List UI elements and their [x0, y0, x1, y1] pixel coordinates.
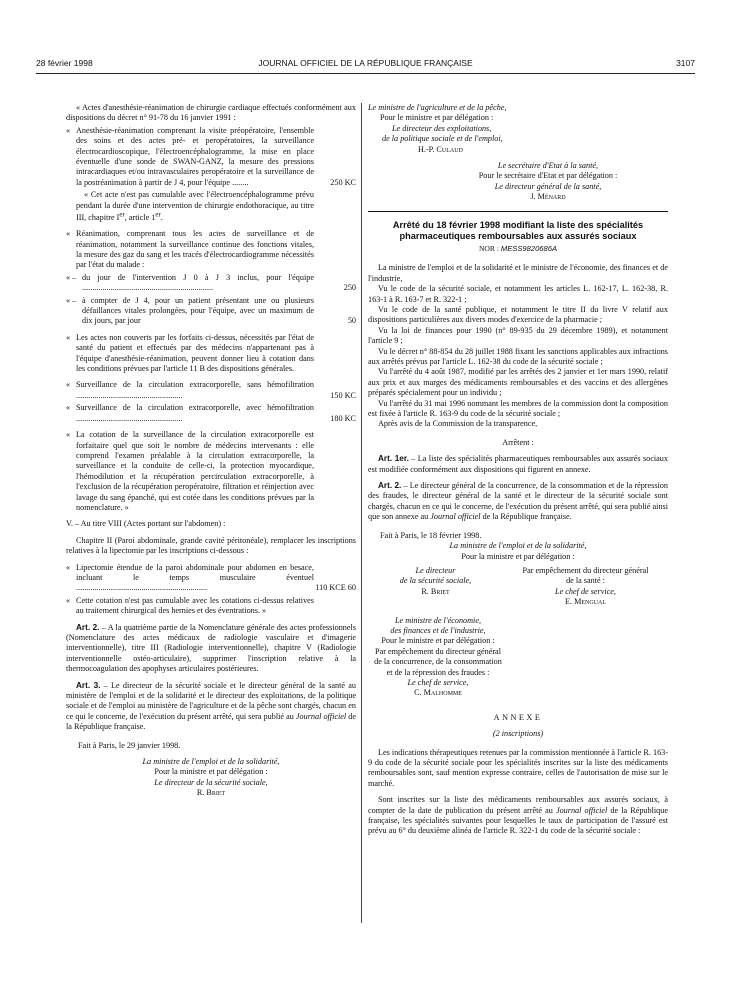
- signature-right: [503, 566, 668, 608]
- preamble: La ministre de l'emploi et de la solidarité et le ministre de l'économie, des finances et de l'industrie,: [368, 263, 668, 283]
- item-mark: «: [66, 403, 71, 413]
- visa: Vu le code de la santé publique, et notamment le titre II du livre V relatif aux dispositions particulières aux divers modes d'exercice de la pharmacie ;: [368, 304, 668, 325]
- article-3: [66, 681, 356, 733]
- arrete-title: Arrêté du 18 février 1998 modifiant la liste des spécialités pharmaceutiques remboursables aux assurés sociaux: [392, 219, 644, 241]
- nomenclature-item: [66, 403, 356, 424]
- signatory-function: Le directeur de la sécurité sociale,: [154, 777, 268, 787]
- item-text: Surveillance de la circulation extracorporelle, sans hémofiltration ....................................................: [76, 380, 314, 400]
- signatory-function: Le chef de service,: [555, 586, 616, 596]
- signature-block: [66, 757, 356, 799]
- item-text: du jour de l'intervention J 0 à J 3 inclus, pour l'équipe ................................................................: [82, 272, 314, 293]
- signatory-name: R. Briet: [421, 586, 450, 596]
- visa: Vu l'arrêté du 4 août 1987, modifié par les arrêtés des 2 janvier et 1er mars 1990, relatif aux prix et aux marges des médicaments remboursables et des vaccins et des allergènes préparés spécialement pour un individu ;: [368, 367, 668, 398]
- signature-block: [368, 616, 508, 699]
- article-label: Art. 2.: [76, 622, 100, 632]
- item-mark: «: [66, 229, 71, 239]
- article-2: [66, 623, 356, 675]
- signatory-title: Le secrétaire d'Etat à la santé,: [497, 161, 599, 171]
- nomenclature-item: [66, 563, 356, 594]
- item-note: [66, 190, 356, 223]
- signature-left: [368, 566, 503, 608]
- signatory-name: R. Briet: [196, 788, 226, 798]
- visa: Vu le décret n° 88-854 du 28 juillet 1988 fixant les sanctions applicables aux infractions aux arrêtés prévus par l'article L. 162-38 du code de la sécurité sociale ;: [368, 346, 668, 367]
- note-text: « Cet acte n'est pas cumulable avec l'électroencéphalogramme prévu pendant la durée d'une intervention de chirurgie endothoracique, au titre III, chapitre Ier, article 1er.: [76, 190, 314, 222]
- item-text: Cette cotation n'est pas cumulable avec les cotations ci-dessus relatives au traitement chirurgical des hernies et des éventrations. »: [76, 595, 314, 616]
- titre-heading: V. – Au titre VIII (Actes portant sur l'abdomen) :: [66, 519, 226, 529]
- item-text: Réanimation, comprenant tous les actes de surveillance et de réanimation, notamment la surveillance continue des fonctions vitales, la mesure des gaz du sang et les tracés d'électrocardiogramme nécessités par l'état du malade :: [76, 229, 314, 270]
- annexe-paragraph: Les indications thérapeutiques retenues par la commission mentionnée à l'article R. 163-9 du code de la sécurité sociale pour les spécialités inscrites sur la liste des médicaments remboursables sont, sauf mention expresse contraire, celles de l'autorisation de mise sur le marché.: [368, 747, 668, 788]
- nomenclature-item: [66, 596, 356, 617]
- page-header: [36, 58, 695, 72]
- column-divider: [361, 103, 362, 923]
- signature-row: [368, 566, 668, 608]
- article-text: – Le directeur général de la concurrence, de la consommation et de la répression des fraudes, le directeur général de la santé et le directeur de la sécurité sociale sont chargés, chacun en ce qui le concerne, de l'exécution du présent arrêté, qui sera publié ainsi que son annexe au: [368, 481, 668, 522]
- item-mark: « –: [66, 272, 77, 282]
- left-column: [66, 103, 356, 799]
- signatory-function: Le directeur général de la santé,: [494, 181, 602, 191]
- arretent: Arrêtent :: [502, 437, 534, 447]
- article-label: Art. 3.: [76, 680, 101, 690]
- visa: Vu l'arrêté du 31 mai 1996 nommant les membres de la commission dont la composition est fixée à l'article R. 163-9 du code de la sécurité sociale ;: [368, 398, 668, 419]
- article-2: [368, 481, 668, 523]
- annexe-heading: ANNEXE: [493, 712, 543, 722]
- inscriptions-count: (2 inscriptions): [492, 729, 544, 739]
- nor-code: MESS9820686A: [500, 243, 558, 253]
- signature-block: [368, 161, 668, 203]
- empechement-line: de la concurrence, de la consommation: [374, 657, 502, 667]
- annexe-text: Sont inscrites sur la liste des médicaments remboursables aux assurés sociaux, à compter de la date de publication du présent arrêté au: [368, 795, 668, 815]
- article-text-end: de la République française.: [66, 711, 356, 732]
- empechement-line: et de la répression des fraudes :: [386, 667, 490, 677]
- item-mark: «: [66, 430, 71, 440]
- nor-label: NOR :: [478, 243, 501, 253]
- item-amount: 150 KC: [330, 390, 356, 400]
- journal-officiel-ref: Journal officiel: [295, 711, 347, 721]
- item-text: La cotation de la surveillance de la circulation extracorporelle est forfaitaire quel que soit le nombre de médecins intervenants : elle comprend l'examen préalable à la circulation extracorporelle, la surveillance et la conduite de celle-ci, la protection myocardique, l'hémodilution et la récupération percirculation extracorporelle, à l'exclusion de la récupération peropératoire, filtration et réinjection avec lavage du sang épanché, qui est cotée dans les conditions prévues par la nomenclature. »: [76, 430, 314, 512]
- article-text: – La liste des spécialités pharmaceutiques remboursables aux assurés sociaux est modifiée conformément aux dispositions qui figurent en annexe.: [368, 454, 668, 474]
- annexe-text-end: de la République française, les spécialités suivantes pour lesquelles le taux de participation de l'assuré est prévu au 6° du deuxième alinéa de l'article R. 322-1 du code de la sécurité sociale :: [368, 805, 668, 836]
- item-amount: 180 KC: [330, 413, 356, 423]
- item-mark: « –: [66, 295, 77, 305]
- item-amount: 50: [347, 316, 356, 326]
- empechement-line: Par empêchement du directeur général: [522, 565, 649, 575]
- nor-reference: [368, 244, 668, 254]
- signatory-title: des finances et de l'industrie,: [390, 625, 486, 635]
- signatory-title: La ministre de l'emploi et de la solidarité,: [142, 757, 280, 767]
- chapitre-paragraph: Chapitre II (Paroi abdominale, grande cavité péritonéale), remplacer les inscriptions relatives à la lipectomie par les inscriptions ci-dessous :: [66, 535, 356, 556]
- item-mark: «: [66, 332, 71, 342]
- nomenclature-item: [66, 126, 356, 188]
- header-page-number: 3107: [676, 58, 695, 68]
- fait-a-paris: Fait à Paris, le 18 février 1998.: [380, 530, 482, 540]
- signatory-name: H.-P. Culaud: [418, 144, 463, 154]
- delegation-line: Pour le ministre et par délégation :: [380, 113, 494, 123]
- signatory-title: Le ministre de l'agriculture et de la pêche,: [368, 103, 507, 112]
- item-text: à compter de J 4, pour un patient présentant une ou plusieurs défaillances vitales prolongées, pour l'équipe, avec un maximum de dix jours, par jour: [82, 295, 314, 326]
- signature-block: [368, 541, 668, 562]
- empechement-line: de la santé :: [566, 576, 605, 586]
- nomenclature-item: [66, 380, 356, 401]
- header-journal-title: JOURNAL OFFICIEL DE LA RÉPUBLIQUE FRANÇAISE: [258, 58, 473, 68]
- article-label: Art. 1er.: [378, 454, 409, 464]
- signatory-function: de la politique sociale et de l'emploi,: [382, 134, 503, 144]
- nomenclature-item: [66, 296, 356, 327]
- visa: Vu le code de la sécurité sociale, et notamment les articles L. 162-17, L. 162-38, R. 163-1 à R. 163-7 et R. 322-1 ;: [368, 284, 668, 304]
- article-label: Art. 2.: [378, 481, 402, 491]
- item-amount: 250: [343, 283, 356, 293]
- signatory-name: E. Mengual: [564, 597, 607, 607]
- nomenclature-item: [66, 273, 356, 294]
- intro-paragraph: « Actes d'anesthésie-réanimation de chirurgie cardiaque effectués conformément aux dispositions du décret n° 91-78 du 16 janvier 1991 :: [66, 103, 356, 123]
- item-text: Les actes non couverts par les forfaits ci-dessus, nécessités par l'état de santé du patient et effectués par des médecins n'appartenant pas à l'équipe d'anesthésie-réanimation, peuvent donner lieu à cotation dans les conditions prévues par l'article 11 B des dispositions générales.: [76, 332, 314, 374]
- nomenclature-item: [66, 333, 356, 375]
- delegation-line: Pour le ministre et par délégation :: [381, 636, 495, 646]
- item-mark: «: [66, 380, 71, 390]
- delegation-line: Pour la ministre et par délégation :: [154, 767, 268, 777]
- nomenclature-item: [66, 430, 356, 513]
- item-amount: 110 KCE 60: [315, 583, 356, 593]
- fait-a-paris: Fait à Paris, le 29 janvier 1998.: [78, 740, 181, 750]
- article-1: [368, 454, 668, 475]
- section-rule: [368, 211, 668, 212]
- header-rule: [36, 73, 695, 74]
- article-text: – A la quatrième partie de la Nomenclature générale des actes professionnels (Nomenclature des actes médicaux de radiologie vasculaire et d'imagerie interventionnelle), titre III (Radiologie interventionnelle), chapitre V (Radiologie interventionnelle ostéo-articulaire), supprimer l'inscription relative à la thermocoagulation des apophyses articulaires postérieures.: [66, 622, 356, 674]
- item-mark: «: [66, 595, 71, 605]
- signatory-title: La ministre de l'emploi et de la solidarité,: [449, 541, 587, 551]
- nomenclature-item: [66, 229, 356, 271]
- signatory-title: Le ministre de l'économie,: [394, 615, 482, 625]
- item-mark: «: [66, 562, 71, 572]
- signature-block: [368, 103, 668, 155]
- item-text: Lipectomie étendue de la paroi abdominale pour abdomen en besace, incluant le temps musculaire éventuel ................................................................: [76, 562, 314, 593]
- header-date: 28 février 1998: [36, 58, 93, 68]
- article-text-end: de la République française.: [480, 512, 572, 522]
- annexe-paragraph: [368, 795, 668, 837]
- delegation-line: Pour la ministre et par délégation :: [461, 551, 575, 561]
- right-column: [368, 103, 668, 837]
- article-text: – Le directeur de la sécurité sociale et le directeur général de la santé au ministère de l'emploi et de la solidarité et le directeur des exploitations, de la politique sociale et de l'emploi au ministère de l'agriculture et de la pêche sont chargés, chacun en ce qui le concerne, de l'exécution du présent arrêté, qui sera publié au: [66, 680, 356, 721]
- item-text: Surveillance de la circulation extracorporelle, avec hémofiltration ....................................................: [76, 403, 314, 423]
- journal-officiel-ref: Journal officiel: [430, 512, 481, 522]
- visa: Après avis de la Commission de la transparence,: [378, 419, 538, 429]
- item-amount: 250 KC: [330, 177, 356, 187]
- visa: Vu la loi de finances pour 1990 (n° 89-935 du 29 décembre 1989), et notamment l'article 9 ;: [368, 325, 668, 346]
- signatory-name: J. Ménard: [530, 192, 566, 202]
- signatory-name: C. Malhomme: [414, 688, 462, 698]
- item-mark: «: [66, 125, 71, 135]
- signatory-function: Le directeur: [415, 565, 456, 575]
- item-text: Anesthésie-réanimation comprenant la visite préopératoire, l'ensemble des soins et des actes pré- et peropératoires, la surveillance électrocardioscopique, l'électroencéphalogramme, la mise en place éventuelle d'une sonde de SWAN-GANZ, la mesure des pressions intracardiaques et/ou intravasculaires peropératoire et la surveillance de la postréanimation à partir de J 4, pour l'équipe ........: [76, 125, 314, 187]
- signatory-function: Le directeur des exploitations,: [392, 123, 492, 133]
- empechement-line: Par empêchement du directeur général: [375, 646, 501, 656]
- signatory-function: Le chef de service,: [407, 677, 469, 687]
- journal-officiel-ref: Journal officiel: [555, 805, 608, 815]
- signatory-function: de la sécurité sociale,: [399, 576, 472, 586]
- delegation-line: Pour le secrétaire d'Etat et par délégation :: [478, 171, 618, 181]
